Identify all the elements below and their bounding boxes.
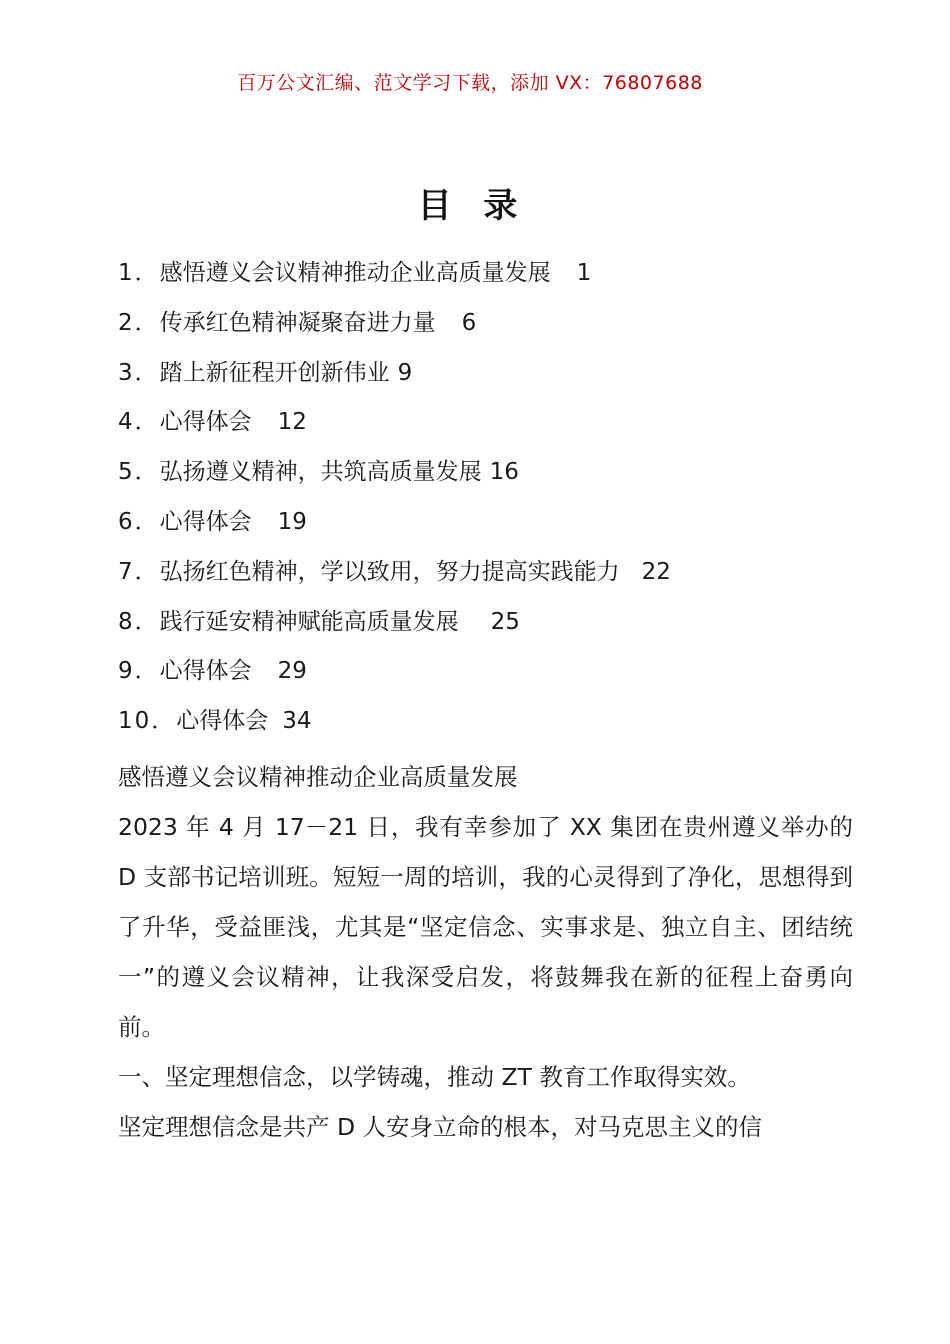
toc-item-title: 心得体会 — [159, 508, 252, 535]
article-body — [118, 752, 853, 1152]
toc-item[interactable] — [118, 651, 878, 701]
toc-item-title: 心得体会 — [159, 409, 252, 436]
toc-item[interactable] — [118, 552, 878, 602]
toc-item-page: 34 — [282, 708, 312, 735]
toc-item[interactable] — [118, 303, 878, 353]
toc-item[interactable] — [118, 452, 878, 502]
toc-item-title: 践行延安精神赋能高质量发展 — [159, 608, 459, 635]
toc-item-number: 8． — [118, 608, 160, 635]
toc-item-number: 9． — [118, 658, 160, 685]
article-paragraph: 坚定理想信念是共产 D 人安身立命的根本，对马克思主义的信 — [118, 1113, 763, 1141]
toc-item-page: 22 — [641, 558, 671, 585]
toc-item-number: 5． — [118, 459, 160, 486]
toc-item-number: 2． — [118, 309, 160, 336]
toc-item-page: 25 — [490, 608, 520, 635]
toc-item-page: 6 — [461, 309, 477, 336]
section-heading: 一、坚定理想信念，以学铸魂，推动 ZT 教育工作取得实效。 — [118, 1063, 751, 1091]
toc-item-title: 传承红色精神凝聚奋进力量 — [159, 309, 436, 336]
toc-item[interactable] — [118, 402, 878, 452]
watermark-banner: 百万公文汇编、范文学习下载，添加 VX：76807688 — [237, 72, 703, 94]
toc-item-page: 9 — [397, 359, 413, 386]
toc-item-number: 7． — [118, 558, 160, 585]
toc-item[interactable] — [118, 353, 878, 403]
toc-item[interactable] — [118, 253, 878, 303]
toc-item-title: 心得体会 — [176, 708, 269, 735]
toc-item-title: 心得体会 — [159, 658, 252, 685]
toc-item-title: 弘扬红色精神，学以致用，努力提高实践能力 — [159, 558, 620, 585]
toc-item[interactable] — [118, 602, 878, 652]
table-of-contents — [118, 253, 878, 751]
toc-item-page: 29 — [277, 658, 307, 685]
toc-item-title: 感悟遵义会议精神推动企业高质量发展 — [159, 260, 551, 286]
toc-item-title: 踏上新征程开创新伟业 — [159, 359, 390, 386]
article-heading: 感悟遵义会议精神推动企业高质量发展 — [118, 763, 518, 791]
article-paragraph: 2023 年 4 月 17－21 日，我有幸参加了 XX 集团在贵州遵义举办的 D 支部书记培训班。短短一周的培训，我的心灵得到了净化，思想得到了升华，受益匪浅，尤其是“坚定信念、实事求是、独立自主、团结统一”的遵义会议精神，让我深受启发，将鼓舞我在新的征程上奋勇向前。 — [118, 813, 853, 1041]
toc-item[interactable] — [118, 701, 878, 751]
toc-item-page: 1 — [576, 260, 592, 286]
toc-item-number: 3． — [118, 359, 160, 386]
toc-item-title: 弘扬遵义精神，共筑高质量发展 — [159, 459, 482, 486]
toc-item-number: 1． — [118, 260, 160, 286]
page-title: 目 录 — [417, 186, 528, 226]
toc-item[interactable] — [118, 502, 878, 552]
toc-item-number: 6． — [118, 508, 160, 535]
toc-item-page: 12 — [277, 409, 307, 436]
toc-item-number: 4． — [118, 409, 160, 436]
toc-item-number: 10． — [118, 708, 177, 735]
toc-item-page: 19 — [277, 508, 307, 535]
toc-item-page: 16 — [489, 459, 519, 486]
